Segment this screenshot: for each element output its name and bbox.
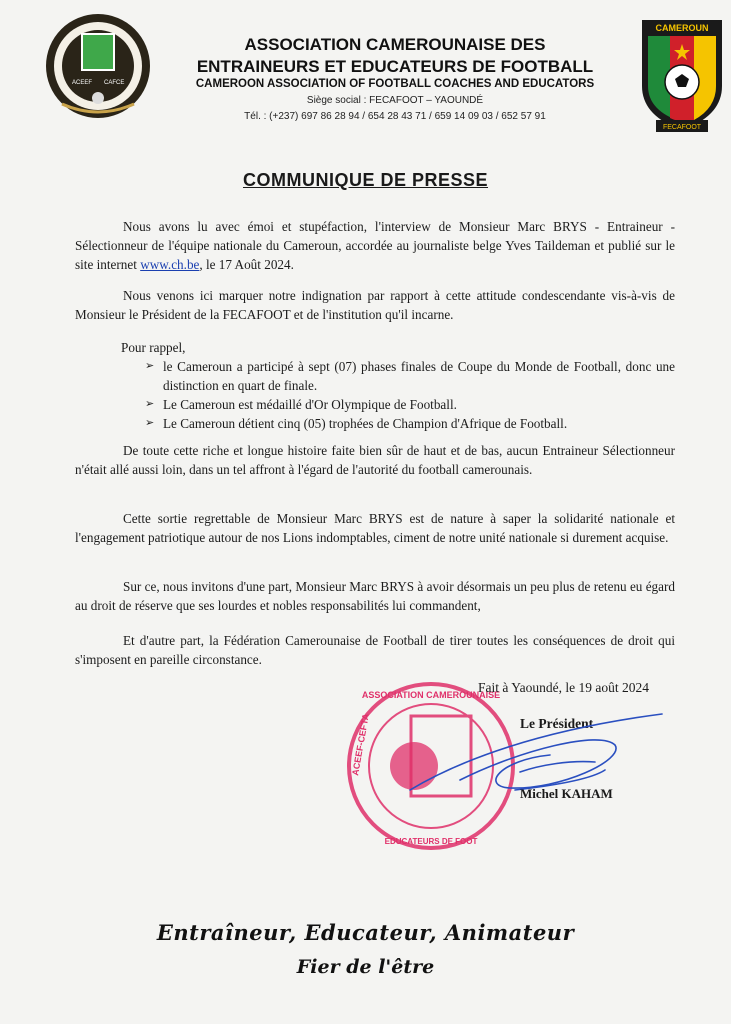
- list-item-text: Le Cameroun est médaillé d'Or Olympique de Football.: [163, 397, 457, 412]
- list-item: [75, 414, 675, 433]
- arrow-bullet-icon: ➢: [145, 417, 155, 429]
- svg-text:FECAFOOT: FECAFOOT: [662, 124, 702, 131]
- reminder-list: [75, 357, 675, 433]
- reminder-section: [75, 338, 675, 433]
- list-item: [75, 357, 675, 395]
- paragraph-indignation: Nous venons ici marquer notre indignation par rapport à cette attitude condescendante vis-à-vis de Monsieur le Président de la FECAFOOT et de l'institution qu'il incarne.: [75, 288, 675, 322]
- svg-text:ACEEF: ACEEF: [72, 80, 93, 86]
- org-phone: Tél. : (+237) 697 86 28 94 / 654 28 43 71 / 659 14 09 03 / 652 57 91: [244, 111, 546, 122]
- paragraph-history: De toute cette riche et longue histoire faite bien sûr de haut et de bas, aucun Entraineur Sélectionneur n'était allé aussi loin, dans un tel affront à l'égard de l'autorité du football camerounais.: [75, 443, 675, 477]
- organization-title: [160, 34, 630, 78]
- paragraph-interview-text: Nous avons lu avec émoi et stupéfaction, l'interview de Monsieur Marc BRYS - Entraineur -Sélectionneur de l'équipe nationale du Cameroun, accordée au journaliste belge Yves Taildeman et publié sur le site internet: [75, 219, 675, 272]
- svg-text:EDUCATEURS DE FOOT: EDUCATEURS DE FOOT: [384, 837, 478, 846]
- list-item-text: Le Cameroun détient cinq (05) trophées de Champion d'Afrique de Football.: [163, 416, 568, 431]
- paragraph-regrettable: Cette sortie regrettable de Monsieur Marc BRYS est de nature à saper la solidarité nationale et l'engagement patriotique autour de nos Lions indomptables, ciment de notre unité nationale si durement acquise.: [75, 511, 675, 545]
- paragraph-interview: [75, 217, 675, 274]
- org-subtitle: CAMEROON ASSOCIATION OF FOOTBALL COACHES AND EDUCATORS: [195, 78, 595, 90]
- signatory-role: Le Président: [520, 716, 594, 731]
- paragraph-federation: Et d'autre part, la Fédération Camerounaise de Football de tirer toutes les conséquences de droit qui s'imposent en pareille circonstance.: [75, 633, 675, 667]
- signatory-name: Michel KAHAM: [520, 786, 613, 801]
- press-release-title: COMMUNIQUE DE PRESSE: [242, 170, 489, 190]
- org-title-line1: ASSOCIATION CAMEROUNAISE DES: [244, 35, 546, 54]
- arrow-bullet-icon: ➢: [145, 398, 155, 410]
- list-item: [75, 395, 675, 414]
- svg-text:ASSOCIATION CAMEROUNAISE: ASSOCIATION CAMEROUNAISE: [361, 690, 501, 700]
- paragraph-interview-date: , le 17 Août 2024.: [199, 257, 294, 272]
- fecafoot-shield-logo: [636, 16, 728, 136]
- reminder-heading: Pour rappel,: [121, 340, 186, 355]
- svg-text:CAMEROUN: CAMEROUN: [655, 23, 709, 33]
- motto-line2: Fier de l'être: [296, 956, 435, 978]
- signature-date: Fait à Yaoundé, le 19 août 2024: [478, 680, 649, 695]
- svg-text:ACEEF-CEFTA: ACEEF-CEFTA: [350, 712, 371, 777]
- svg-text:CAFCE: CAFCE: [104, 80, 125, 86]
- org-title-line2: ENTRAINEURS ET EDUCATEURS DE FOOTBALL: [196, 57, 594, 76]
- paragraph-invitation: Sur ce, nous invitons d'une part, Monsieur Marc BRYS à avoir désormais un peu plus de retenu eu égard au droit de réserve que ses lourdes et nobles responsabilités lui commandent,: [75, 579, 675, 613]
- aceef-logo: [42, 12, 154, 120]
- list-item-text: le Cameroun a participé à sept (07) phases finales de Coupe du Monde de Football, donc une distinction en quart de finale.: [163, 359, 675, 393]
- website-link[interactable]: www.ch.be: [140, 257, 200, 272]
- motto-line1: Entraîneur, Educateur, Animateur: [156, 920, 575, 945]
- org-seat: Siège social : FECAFOOT – YAOUNDÉ: [306, 95, 484, 106]
- arrow-bullet-icon: ➢: [145, 360, 155, 372]
